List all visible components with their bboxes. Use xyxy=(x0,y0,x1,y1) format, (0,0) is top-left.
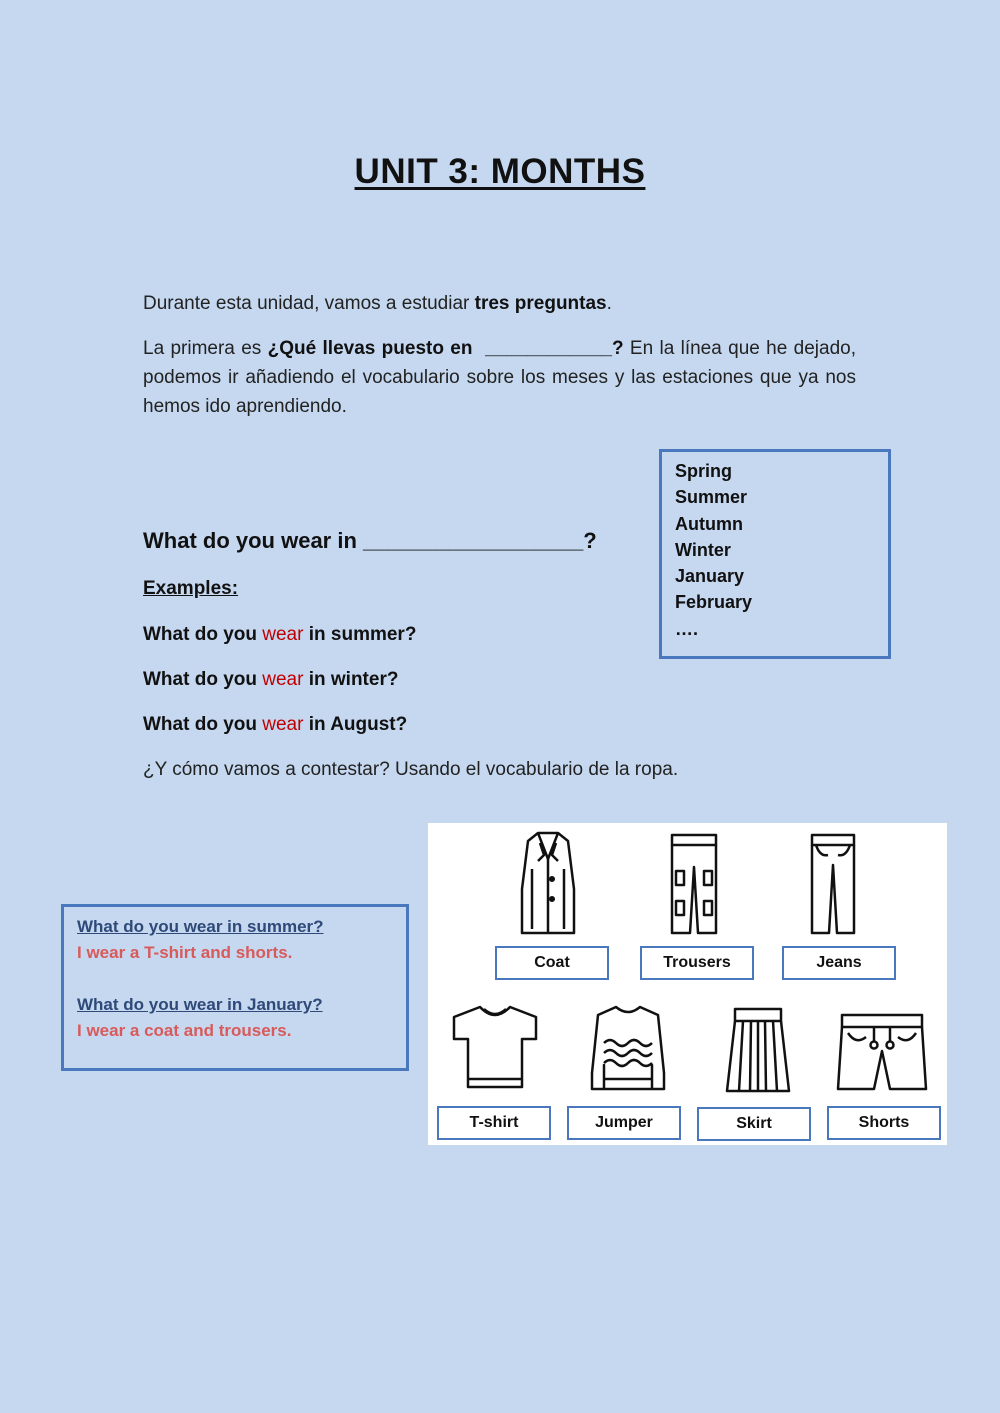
intro-p2-rest: En la línea que he dejado, podemos ir añadiendo el vocabulario sobre los meses y las estaciones que ya nos hemos ido aprendiendo. xyxy=(143,338,856,417)
page-title: UNIT 3: MONTHS xyxy=(354,152,646,191)
jumper-icon xyxy=(588,1003,668,1093)
example-end: in summer? xyxy=(303,624,417,645)
example-start: What do you xyxy=(143,714,263,735)
vocab-item: Winter xyxy=(675,539,731,560)
label-trousers: Trousers xyxy=(640,946,754,980)
example-3 xyxy=(143,714,407,736)
example-start: What do you xyxy=(143,624,263,645)
vocab-item: Summer xyxy=(675,487,748,508)
shorts-icon xyxy=(834,1011,930,1093)
vocab-item: Spring xyxy=(675,461,732,481)
vocab-item: February xyxy=(675,592,753,613)
examples-label: Examples: xyxy=(143,578,239,599)
intro-end: . xyxy=(606,293,612,314)
intro-text: Durante esta unidad, vamos a estudiar xyxy=(143,293,475,314)
example-highlight: wear xyxy=(262,624,304,645)
label-coat: Coat xyxy=(495,946,609,980)
label-skirt: Skirt xyxy=(697,1107,811,1141)
jeans-icon xyxy=(808,831,858,937)
dialog-answer-2: I wear a coat and trousers. xyxy=(77,1021,292,1040)
intro-paragraph-1 xyxy=(143,289,856,318)
dialog-question-2: What do you wear in January? xyxy=(77,995,323,1014)
vocab-box xyxy=(659,449,891,659)
answer-intro: ¿Y cómo vamos a contestar? Usando el vocabulario de la ropa. xyxy=(143,759,679,780)
intro-p2-question: ¿Qué llevas puesto en ____________? xyxy=(267,338,624,359)
dialog-box xyxy=(61,904,409,1071)
example-end: in August? xyxy=(303,714,408,735)
trousers-icon xyxy=(668,831,720,937)
vocab-item: …. xyxy=(675,618,699,639)
example-highlight: wear xyxy=(262,669,304,690)
main-question: What do you wear in __________________? xyxy=(143,528,597,553)
label-tshirt: T-shirt xyxy=(437,1106,551,1140)
intro-paragraph-2 xyxy=(143,334,856,421)
dialog-answer-1: I wear a T-shirt and shorts. xyxy=(77,943,293,962)
vocab-item: Autumn xyxy=(675,513,743,534)
example-highlight: wear xyxy=(262,714,304,735)
skirt-icon xyxy=(723,1005,793,1095)
label-jeans: Jeans xyxy=(782,946,896,980)
example-end: in winter? xyxy=(303,669,399,690)
intro-bold: tres preguntas xyxy=(474,293,607,314)
intro-p2-start: La primera es xyxy=(143,338,268,359)
dialog-question-1: What do you wear in summer? xyxy=(77,917,324,936)
example-1 xyxy=(143,624,416,646)
example-start: What do you xyxy=(143,669,263,690)
label-jumper: Jumper xyxy=(567,1106,681,1140)
example-2 xyxy=(143,669,398,691)
tshirt-icon xyxy=(450,1003,540,1091)
vocab-item: January xyxy=(675,566,745,587)
coat-icon xyxy=(518,829,578,937)
clothes-panel xyxy=(428,823,947,1145)
label-shorts: Shorts xyxy=(827,1106,941,1140)
